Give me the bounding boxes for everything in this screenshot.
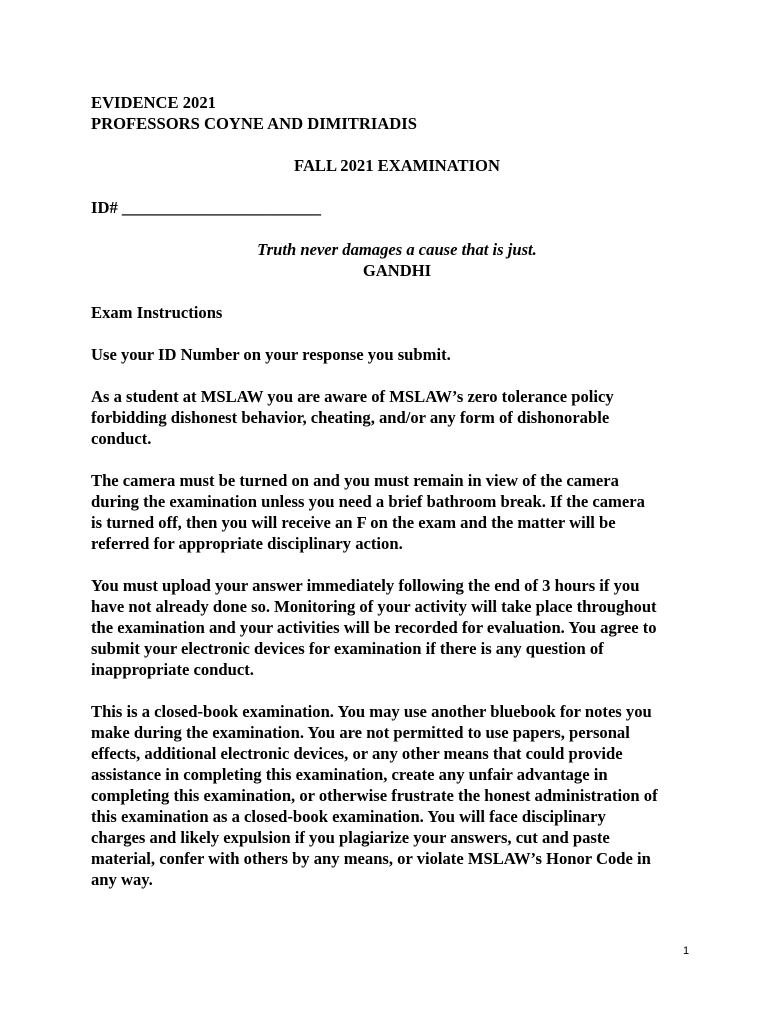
paragraph-line: forbidding dishonest behavior, cheating, and/or any form of dishonorable <box>91 408 610 427</box>
instruction-paragraph-honesty <box>91 386 703 449</box>
paragraph-line: completing this examination, or otherwise frustrate the honest administration of <box>91 786 658 805</box>
course-header <box>91 92 703 134</box>
epigraph <box>91 239 703 281</box>
professors-line: PROFESSORS COYNE AND DIMITRIADIS <box>91 114 417 133</box>
paragraph-line: effects, additional electronic devices, or any other means that could provide <box>91 744 623 763</box>
instruction-paragraph-camera <box>91 470 703 554</box>
paragraph-line: submit your electronic devices for examination if there is any question of <box>91 639 604 658</box>
epigraph-author: GANDHI <box>362 261 432 280</box>
exam-title <box>91 155 703 176</box>
paragraph-line: make during the examination. You are not permitted to use papers, personal <box>91 723 630 742</box>
paragraph-line: charges and likely expulsion if you plagiarize your answers, cut and paste <box>91 828 610 847</box>
paragraph-line: You must upload your answer immediately following the end of 3 hours if you <box>91 576 640 595</box>
paragraph-line: As a student at MSLAW you are aware of MSLAW’s zero tolerance policy <box>91 387 614 406</box>
id-field-label: ID# ________________________ <box>91 198 322 217</box>
paragraph-line: inappropriate conduct. <box>91 660 254 679</box>
paragraph-line: during the examination unless you need a brief bathroom break. If the camera <box>91 492 645 511</box>
page-content <box>91 92 703 890</box>
instructions-heading <box>91 302 703 323</box>
exam-title-text: FALL 2021 EXAMINATION <box>294 156 500 175</box>
paragraph-line: any way. <box>91 870 153 889</box>
paragraph-line: This is a closed-book examination. You may use another bluebook for notes you <box>91 702 652 721</box>
instruction-paragraph-id <box>91 344 703 365</box>
page-number: 1 <box>683 945 690 957</box>
paragraph-line: material, confer with others by any means, or violate MSLAW’s Honor Code in <box>91 849 651 868</box>
paragraph-line: referred for appropriate disciplinary action. <box>91 534 403 553</box>
instruction-paragraph-closed-book <box>91 701 703 890</box>
paragraph-line: assistance in completing this examination, create any unfair advantage in <box>91 765 608 784</box>
paragraph-line: Use your ID Number on your response you submit. <box>91 345 451 364</box>
paragraph-line: have not already done so. Monitoring of your activity will take place throughout <box>91 597 657 616</box>
paragraph-line: conduct. <box>91 429 152 448</box>
paragraph-line: the examination and your activities will be recorded for evaluation. You agree to <box>91 618 657 637</box>
epigraph-quote: Truth never damages a cause that is just. <box>257 240 537 259</box>
id-field <box>91 197 703 218</box>
paragraph-line: is turned off, then you will receive an F on the exam and the matter will be <box>91 513 616 532</box>
instruction-paragraph-upload <box>91 575 703 680</box>
paragraph-line: The camera must be turned on and you must remain in view of the camera <box>91 471 619 490</box>
instructions-heading-text: Exam Instructions <box>91 303 223 322</box>
paragraph-line: this examination as a closed-book examination. You will face disciplinary <box>91 807 606 826</box>
course-title: EVIDENCE 2021 <box>91 93 216 112</box>
